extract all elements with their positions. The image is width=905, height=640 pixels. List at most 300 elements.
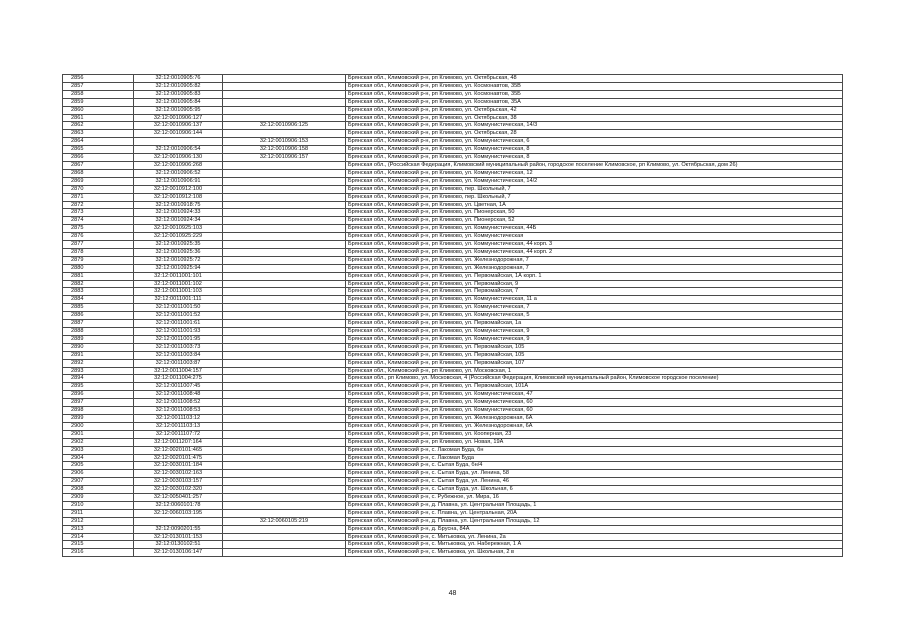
cadastral-number: 32:12:0090201:55 [134,525,223,533]
table-row [63,296,843,304]
table-row [63,209,843,217]
address: Брянская обл., Климовский р-н, с. Митьковка, ул. Школьная, 2 в [346,549,843,557]
cadastral-number: 32:12:0060101:78 [134,501,223,509]
address: Брянская обл., (Российская Федерация, Климовский муниципальный район, городское поселение Климовское, рп Климово, ул. Октябрьская, дом 26) [346,161,843,169]
table-row [63,161,843,169]
address: Брянская обл., Климовский р-н, с. Плавна, ул. Центральная, 20А [346,509,843,517]
row-number: 2891 [63,351,134,359]
address: Брянская обл., Климовский р-н, рп Климово, ул. Коммунистическая, 44Б [346,225,843,233]
address: Брянская обл., Климовский р-н, рп Климово, ул. Коммунистическая, 11 а [346,296,843,304]
table-row [63,122,843,130]
row-number: 2879 [63,256,134,264]
row-number: 2912 [63,517,134,525]
table-row [63,383,843,391]
table-row [63,256,843,264]
cadastral-number: 32:12:0011001:93 [134,328,223,336]
related-cadastral-number [223,351,346,359]
related-cadastral-number [223,209,346,217]
row-number: 2906 [63,470,134,478]
cadastral-number [134,517,223,525]
row-number: 2871 [63,193,134,201]
address: Брянская обл., Климовский р-н, рп Климово, ул. Первомайская, 105 [346,343,843,351]
related-cadastral-number [223,90,346,98]
row-number: 2899 [63,414,134,422]
table-row [63,414,843,422]
related-cadastral-number [223,359,346,367]
address: Брянская обл., Климовский р-н, рп Климово, ул. Новая, 19А [346,438,843,446]
table-row [63,328,843,336]
related-cadastral-number [223,288,346,296]
row-number: 2875 [63,225,134,233]
table-row [63,114,843,122]
address: Брянская обл., Климовский р-н, с. Сытая Буда, ул. Школьная, 6 [346,486,843,494]
cadastral-number: 32:12:0030102:320 [134,486,223,494]
address: Брянская обл., Климовский р-н, рп Климово, ул. Коммунистическая, 5 [346,312,843,320]
row-number: 2883 [63,288,134,296]
row-number: 2881 [63,272,134,280]
row-number: 2857 [63,82,134,90]
related-cadastral-number [223,335,346,343]
row-number: 2911 [63,509,134,517]
address: Брянская обл., Климовский р-н, рп Климово, ул. Коммунистическая, 9 [346,335,843,343]
related-cadastral-number [223,533,346,541]
table-row [63,264,843,272]
related-cadastral-number [223,375,346,383]
row-number: 2908 [63,486,134,494]
row-number: 2914 [63,533,134,541]
related-cadastral-number [223,217,346,225]
cadastral-number: 32:12:0130101:153 [134,533,223,541]
row-number: 2897 [63,399,134,407]
related-cadastral-number [223,422,346,430]
address: Брянская обл., Климовский р-н, рп Климово, ул. Коммунистическая, 14/2 [346,177,843,185]
row-number: 2882 [63,280,134,288]
cadastral-number: 32:12:0011004:157 [134,367,223,375]
address: Брянская обл., Климовский р-н, рп Климово, ул. Цветная, 1А [346,201,843,209]
related-cadastral-number: 32:12:0010906:158 [223,146,346,154]
row-number: 2876 [63,233,134,241]
table-row [63,146,843,154]
address: Брянская обл., Климовский р-н, рп Климово, ул. Кооперная, 23 [346,430,843,438]
cadastral-number: 32:12:0011008:53 [134,407,223,415]
address: Брянская обл., Климовский р-н, рп Климово, ул. Первомайская, 7 [346,288,843,296]
row-number: 2907 [63,478,134,486]
address: Брянская обл., Климовский р-н, рп Климово, ул. Первомайская, 9 [346,280,843,288]
address: Брянская обл., Климовский р-н, рп Климово, пер. Школьный, 7 [346,193,843,201]
address: Брянская обл., Климовский р-н, с. Сытая Буда, ул. Ленина, 58 [346,470,843,478]
table-row [63,304,843,312]
address: Брянская обл., Климовский р-н, рп Климово, ул. Космонавтов, 35В [346,82,843,90]
table-row [63,343,843,351]
address: Брянская обл., Климовский р-н, рп Климово, ул. Первомайская, 107 [346,359,843,367]
cadastral-number: 32:12:0011001:111 [134,296,223,304]
related-cadastral-number [223,383,346,391]
address: Брянская обл., Климовский р-н, рп Климово, ул. Первомайская, 101А [346,383,843,391]
row-number: 2887 [63,320,134,328]
cadastral-number: 32:12:0010906:91 [134,177,223,185]
table-row [63,422,843,430]
row-number: 2862 [63,122,134,130]
address: Брянская обл., Климовский р-н, д. Плавна, ул. Центральная Площадь, 1 [346,501,843,509]
cadastral-number: 32:12:0010906:52 [134,169,223,177]
cadastral-number: 32:12:0011107:72 [134,430,223,438]
table-row [63,501,843,509]
table-row [63,359,843,367]
cadastral-number: 32:12:0011001:50 [134,304,223,312]
row-number: 2865 [63,146,134,154]
related-cadastral-number [223,130,346,138]
cadastral-number [134,138,223,146]
address: Брянская обл., Климовский р-н, рп Климово, ул. Московская, 1 [346,367,843,375]
row-number: 2902 [63,438,134,446]
cadastral-number: 32:12:0011103:12 [134,414,223,422]
cadastral-number: 32:12:0010906:144 [134,130,223,138]
related-cadastral-number [223,312,346,320]
address: Брянская обл., Климовский р-н, рп Климово, ул. Железнодорожная, 6А [346,422,843,430]
related-cadastral-number [223,75,346,83]
cadastral-number: 32:12:0050401:257 [134,494,223,502]
table-row [63,217,843,225]
related-cadastral-number [223,509,346,517]
related-cadastral-number [223,296,346,304]
row-number: 2867 [63,161,134,169]
cadastral-number: 32:12:0011003:73 [134,343,223,351]
address: Брянская обл., Климовский р-н, рп Климово, ул. Коммунистическая, 60 [346,407,843,415]
related-cadastral-number [223,486,346,494]
cadastral-number: 32:12:0020101:465 [134,446,223,454]
row-number: 2869 [63,177,134,185]
related-cadastral-number [223,478,346,486]
row-number: 2878 [63,248,134,256]
cadastral-number: 32:12:0030103:157 [134,478,223,486]
row-number: 2864 [63,138,134,146]
related-cadastral-number [223,272,346,280]
cadastral-number: 32:12:0010906:268 [134,161,223,169]
related-cadastral-number [223,185,346,193]
table-row [63,407,843,415]
cadastral-number: 32:12:0010905:95 [134,106,223,114]
cadastral-number: 32:12:0011001:103 [134,288,223,296]
cadastral-number: 32:12:0010924:34 [134,217,223,225]
related-cadastral-number [223,280,346,288]
row-number: 2916 [63,549,134,557]
table-row [63,272,843,280]
address: Брянская обл., Климовский р-н, с. Митьковка, ул. Ленина, 2а [346,533,843,541]
address: Брянская обл., Климовский р-н, рп Климово, пер. Школьный, 7 [346,185,843,193]
related-cadastral-number: 32:12:0010906:153 [223,138,346,146]
address: Брянская обл., Климовский р-н, рп Климово, ул. Октябрьская, 38 [346,114,843,122]
cadastral-number: 32:12:0010925:36 [134,248,223,256]
table-row [63,177,843,185]
address: Брянская обл., Климовский р-н, рп Климово, ул. Железнодорожная, 7 [346,264,843,272]
table-row [63,248,843,256]
table-row [63,75,843,83]
row-number: 2880 [63,264,134,272]
address: Брянская обл., Климовский р-н, рп Климово, ул. Коммунистическая, 8 [346,146,843,154]
address: Брянская обл., Климовский р-н, с. Лакомая Буда [346,454,843,462]
table-row [63,517,843,525]
address: Брянская обл., Климовский р-н, рп Климово, ул. Космонавтов, 35Б [346,90,843,98]
registry-table-body [63,75,843,557]
address: Брянская обл., Климовский р-н, рп Климово, ул. Коммунистическая, 12 [346,169,843,177]
related-cadastral-number [223,328,346,336]
cadastral-number: 32:12:0011008:52 [134,399,223,407]
row-number: 2910 [63,501,134,509]
table-row [63,312,843,320]
row-number: 2903 [63,446,134,454]
cadastral-number: 32:12:0010925:94 [134,264,223,272]
related-cadastral-number [223,525,346,533]
table-row [63,533,843,541]
related-cadastral-number [223,177,346,185]
row-number: 2877 [63,241,134,249]
cadastral-number: 32:12:0011001:52 [134,312,223,320]
table-row [63,541,843,549]
table-row [63,201,843,209]
row-number: 2894 [63,375,134,383]
row-number: 2909 [63,494,134,502]
cadastral-number: 32:12:0011003:84 [134,351,223,359]
table-row [63,438,843,446]
row-number: 2896 [63,391,134,399]
related-cadastral-number [223,391,346,399]
row-number: 2898 [63,407,134,415]
related-cadastral-number [223,438,346,446]
related-cadastral-number [223,106,346,114]
related-cadastral-number [223,549,346,557]
row-number: 2866 [63,154,134,162]
address: Брянская обл., Климовский р-н, с. Лакомая Буда, бн [346,446,843,454]
registry-table [62,74,843,557]
row-number: 2873 [63,209,134,217]
related-cadastral-number [223,470,346,478]
table-row [63,367,843,375]
address: Брянская обл., Климовский р-н, рп Климово, ул. Октябрьская, 42 [346,106,843,114]
table-row [63,375,843,383]
related-cadastral-number [223,343,346,351]
address: Брянская обл., Климовский р-н, рп Климово, ул. Коммунистическая, 8 [346,154,843,162]
address: Брянская обл., Климовский р-н, рп Климово, ул. Коммунистическая [346,233,843,241]
related-cadastral-number [223,399,346,407]
address: Брянская обл., Климовский р-н, рп Климово, ул. Железнодорожная, 7 [346,256,843,264]
address: Брянская обл., Климовский р-н, с. Митьковка, ул. Набережная, 1 А [346,541,843,549]
table-row [63,470,843,478]
row-number: 2872 [63,201,134,209]
address: Брянская обл., Климовский р-н, рп Климово, ул. Коммунистическая, 6 [346,138,843,146]
table-row [63,130,843,138]
table-row [63,320,843,328]
address: Брянская обл., Климовский р-н, рп Климово, ул. Октябрьская, 28 [346,130,843,138]
table-row [63,288,843,296]
cadastral-number: 32:12:0010906:54 [134,146,223,154]
related-cadastral-number [223,169,346,177]
row-number: 2886 [63,312,134,320]
table-row [63,446,843,454]
address: Брянская обл., Климовский р-н, рп Климово, ул. Пионерская, 52 [346,217,843,225]
related-cadastral-number [223,248,346,256]
row-number: 2915 [63,541,134,549]
related-cadastral-number: 32:12:0060105:219 [223,517,346,525]
row-number: 2895 [63,383,134,391]
cadastral-number: 32:12:0130106:147 [134,549,223,557]
related-cadastral-number [223,407,346,415]
address: Брянская обл., Климовский р-н, рп Климово, ул. Октябрьская, 48 [346,75,843,83]
related-cadastral-number [223,454,346,462]
address: Брянская обл., Климовский р-н, рп Климово, ул. Коммунистическая, 47 [346,391,843,399]
cadastral-number: 32:12:0020101:475 [134,454,223,462]
address: Брянская обл., Климовский р-н, с. Сытая Буда, ул. Ленина, 46 [346,478,843,486]
table-row [63,430,843,438]
table-row [63,233,843,241]
related-cadastral-number [223,256,346,264]
table-row [63,138,843,146]
cadastral-number: 32:12:0030102:163 [134,470,223,478]
table-row [63,335,843,343]
address: Брянская обл., Климовский р-н, рп Климово, ул. Коммунистическая, 44 корп. 3 [346,241,843,249]
related-cadastral-number [223,320,346,328]
related-cadastral-number [223,98,346,106]
cadastral-number: 32:12:0011001:61 [134,320,223,328]
related-cadastral-number [223,82,346,90]
row-number: 2892 [63,359,134,367]
table-row [63,90,843,98]
address: Брянская обл., рп Климово, ул. Московская, 4 (Российская Федерация, Климовский муниципальный район, Климовское городское поселение) [346,375,843,383]
cadastral-number: 32:12:0010905:84 [134,98,223,106]
cadastral-number: 32:12:0010905:76 [134,75,223,83]
related-cadastral-number: 32:12:0010906:125 [223,122,346,130]
table-row [63,462,843,470]
cadastral-number: 32:12:0130102:51 [134,541,223,549]
related-cadastral-number [223,446,346,454]
table-row [63,391,843,399]
address: Брянская обл., Климовский р-н, рп Климово, ул. Первомайская, 105 [346,351,843,359]
address: Брянская обл., Климовский р-н, рп Климово, ул. Коммунистическая, 14/3 [346,122,843,130]
address: Брянская обл., Климовский р-н, с. Рубежное, ул. Мира, 16 [346,494,843,502]
related-cadastral-number [223,241,346,249]
related-cadastral-number [223,494,346,502]
table-row [63,185,843,193]
row-number: 2860 [63,106,134,114]
cadastral-number: 32:12:0011007:45 [134,383,223,391]
related-cadastral-number [223,367,346,375]
cadastral-number: 32:12:0010905:82 [134,82,223,90]
related-cadastral-number [223,414,346,422]
row-number: 2868 [63,169,134,177]
row-number: 2888 [63,328,134,336]
cadastral-number: 32:12:0010925:103 [134,225,223,233]
related-cadastral-number [223,161,346,169]
related-cadastral-number: 32:12:0010906:157 [223,154,346,162]
address: Брянская обл., Климовский р-н, д. Плавна, ул. Центральная Площадь, 12 [346,517,843,525]
cadastral-number: 32:12:0010906:130 [134,154,223,162]
cadastral-number: 32:12:0010925:229 [134,233,223,241]
cadastral-number: 32:12:0011004:275 [134,375,223,383]
address: Брянская обл., Климовский р-н, рп Климово, ул. Железнодорожная, 6А [346,414,843,422]
table-row [63,193,843,201]
address: Брянская обл., Климовский р-н, рп Климово, ул. Коммунистическая, 7 [346,304,843,312]
cadastral-number: 32:12:0010912:100 [134,185,223,193]
table-row [63,494,843,502]
address: Брянская обл., Климовский р-н, рп Климово, ул. Первомайская, 1А корп. 1 [346,272,843,280]
row-number: 2874 [63,217,134,225]
address: Брянская обл., Климовский р-н, д. Брусна, 84А [346,525,843,533]
row-number: 2884 [63,296,134,304]
row-number: 2859 [63,98,134,106]
row-number: 2905 [63,462,134,470]
table-row [63,399,843,407]
row-number: 2861 [63,114,134,122]
cadastral-number: 32:12:0010906:127 [134,114,223,122]
related-cadastral-number [223,430,346,438]
cadastral-number: 32:12:0011003:87 [134,359,223,367]
cadastral-number: 32:12:0011207:164 [134,438,223,446]
row-number: 2863 [63,130,134,138]
related-cadastral-number [223,114,346,122]
cadastral-number: 32:12:0060103:195 [134,509,223,517]
row-number: 2904 [63,454,134,462]
table-row [63,351,843,359]
row-number: 2901 [63,430,134,438]
row-number: 2913 [63,525,134,533]
table-row [63,454,843,462]
address: Брянская обл., Климовский р-н, рп Климово, ул. Коммунистическая, 9 [346,328,843,336]
related-cadastral-number [223,201,346,209]
row-number: 2856 [63,75,134,83]
page-number: 48 [448,590,457,597]
address: Брянская обл., Климовский р-н, рп Климово, ул. Коммунистическая, 60 [346,399,843,407]
table-row [63,509,843,517]
related-cadastral-number [223,304,346,312]
cadastral-number: 32:12:0011001:101 [134,272,223,280]
table-row [63,486,843,494]
address: Брянская обл., Климовский р-н, рп Климово, ул. Коммунистическая, 44 корп. 2 [346,248,843,256]
cadastral-number: 32:12:0010918:75 [134,201,223,209]
related-cadastral-number [223,193,346,201]
table-row [63,225,843,233]
table-row [63,169,843,177]
related-cadastral-number [223,462,346,470]
cadastral-number: 32:12:0010925:35 [134,241,223,249]
row-number: 2858 [63,90,134,98]
table-row [63,241,843,249]
address: Брянская обл., Климовский р-н, рп Климово, ул. Пионерская, 50 [346,209,843,217]
table-row [63,106,843,114]
row-number: 2900 [63,422,134,430]
table-row [63,549,843,557]
cadastral-number: 32:12:0011001:95 [134,335,223,343]
related-cadastral-number [223,501,346,509]
cadastral-number: 32:12:0030101:184 [134,462,223,470]
row-number: 2885 [63,304,134,312]
address: Брянская обл., Климовский р-н, рп Климово, ул. Космонавтов, 35А [346,98,843,106]
row-number: 2893 [63,367,134,375]
cadastral-number: 32:12:0011008:48 [134,391,223,399]
row-number: 2889 [63,335,134,343]
related-cadastral-number [223,541,346,549]
cadastral-number: 32:12:0011001:102 [134,280,223,288]
address: Брянская обл., Климовский р-н, рп Климово, ул. Первомайская, 1а [346,320,843,328]
related-cadastral-number [223,233,346,241]
address: Брянская обл., Климовский р-н, с. Сытая Буда, бн/4 [346,462,843,470]
cadastral-number: 32:12:0010905:83 [134,90,223,98]
cadastral-number: 32:12:0010925:72 [134,256,223,264]
table-row [63,98,843,106]
table-row [63,525,843,533]
table-row [63,82,843,90]
cadastral-number: 32:12:0010924:33 [134,209,223,217]
table-row [63,478,843,486]
cadastral-number: 32:12:0010906:137 [134,122,223,130]
